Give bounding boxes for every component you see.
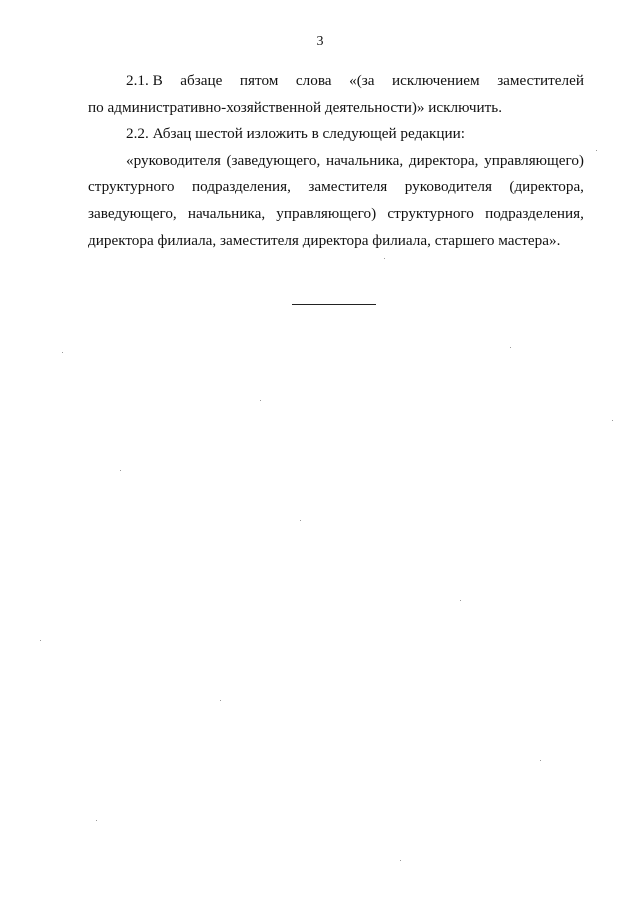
word: заместителя: [308, 178, 388, 196]
scan-speck: [400, 860, 401, 861]
word: заместителей: [497, 72, 584, 89]
paragraph-2-1: [88, 68, 584, 121]
scan-speck: [62, 352, 63, 353]
paragraph-line: по административно-хозяйственной деятельности)» исключить.: [88, 98, 503, 116]
scan-speck: [260, 400, 261, 401]
word: подразделения,: [191, 178, 291, 196]
scan-speck: [612, 420, 613, 421]
scan-speck: [596, 150, 597, 151]
word: начальника,: [187, 204, 266, 222]
scan-speck: [300, 520, 301, 521]
word: заведующего,: [88, 204, 177, 222]
word: 2.1. В: [126, 72, 163, 89]
document-body: [88, 68, 584, 254]
quoted-text: [88, 148, 584, 254]
scan-speck: [220, 700, 221, 701]
paragraph-line: 2.2. Абзац шестой изложить в следующей редакции:: [126, 125, 466, 143]
word: (директора,: [509, 178, 584, 196]
paragraph-line: [88, 68, 584, 95]
word: управляющего): [484, 151, 584, 169]
scan-speck: [384, 258, 385, 259]
paragraph-line: [88, 174, 584, 201]
paragraph-line: директора филиала, заместителя директора филиала, старшего мастера».: [88, 231, 561, 249]
word: структурного: [88, 178, 175, 196]
word: пятом: [239, 72, 279, 89]
scan-speck: [460, 600, 461, 601]
paragraph-line: [88, 201, 584, 228]
paragraph-line: [88, 148, 584, 175]
scan-speck: [96, 820, 97, 821]
paragraph-2-2: [88, 121, 584, 148]
scan-speck: [510, 347, 511, 348]
word: слова: [295, 72, 332, 89]
word: подразделения,: [485, 204, 584, 222]
word: «руководителя: [126, 151, 221, 169]
word: управляющего): [276, 204, 377, 222]
word: исключением: [392, 72, 480, 89]
word: «(за: [349, 72, 375, 89]
word: директора,: [408, 151, 479, 169]
scan-speck: [120, 470, 121, 471]
word: абзаце: [180, 72, 223, 89]
word: руководителя: [404, 178, 492, 196]
end-separator-line: [292, 304, 376, 305]
word: (заведующего,: [226, 151, 321, 169]
word: структурного: [387, 204, 474, 222]
scan-speck: [540, 760, 541, 761]
scan-speck: [40, 640, 41, 641]
word: начальника,: [325, 151, 404, 169]
page-number: 3: [316, 34, 324, 49]
